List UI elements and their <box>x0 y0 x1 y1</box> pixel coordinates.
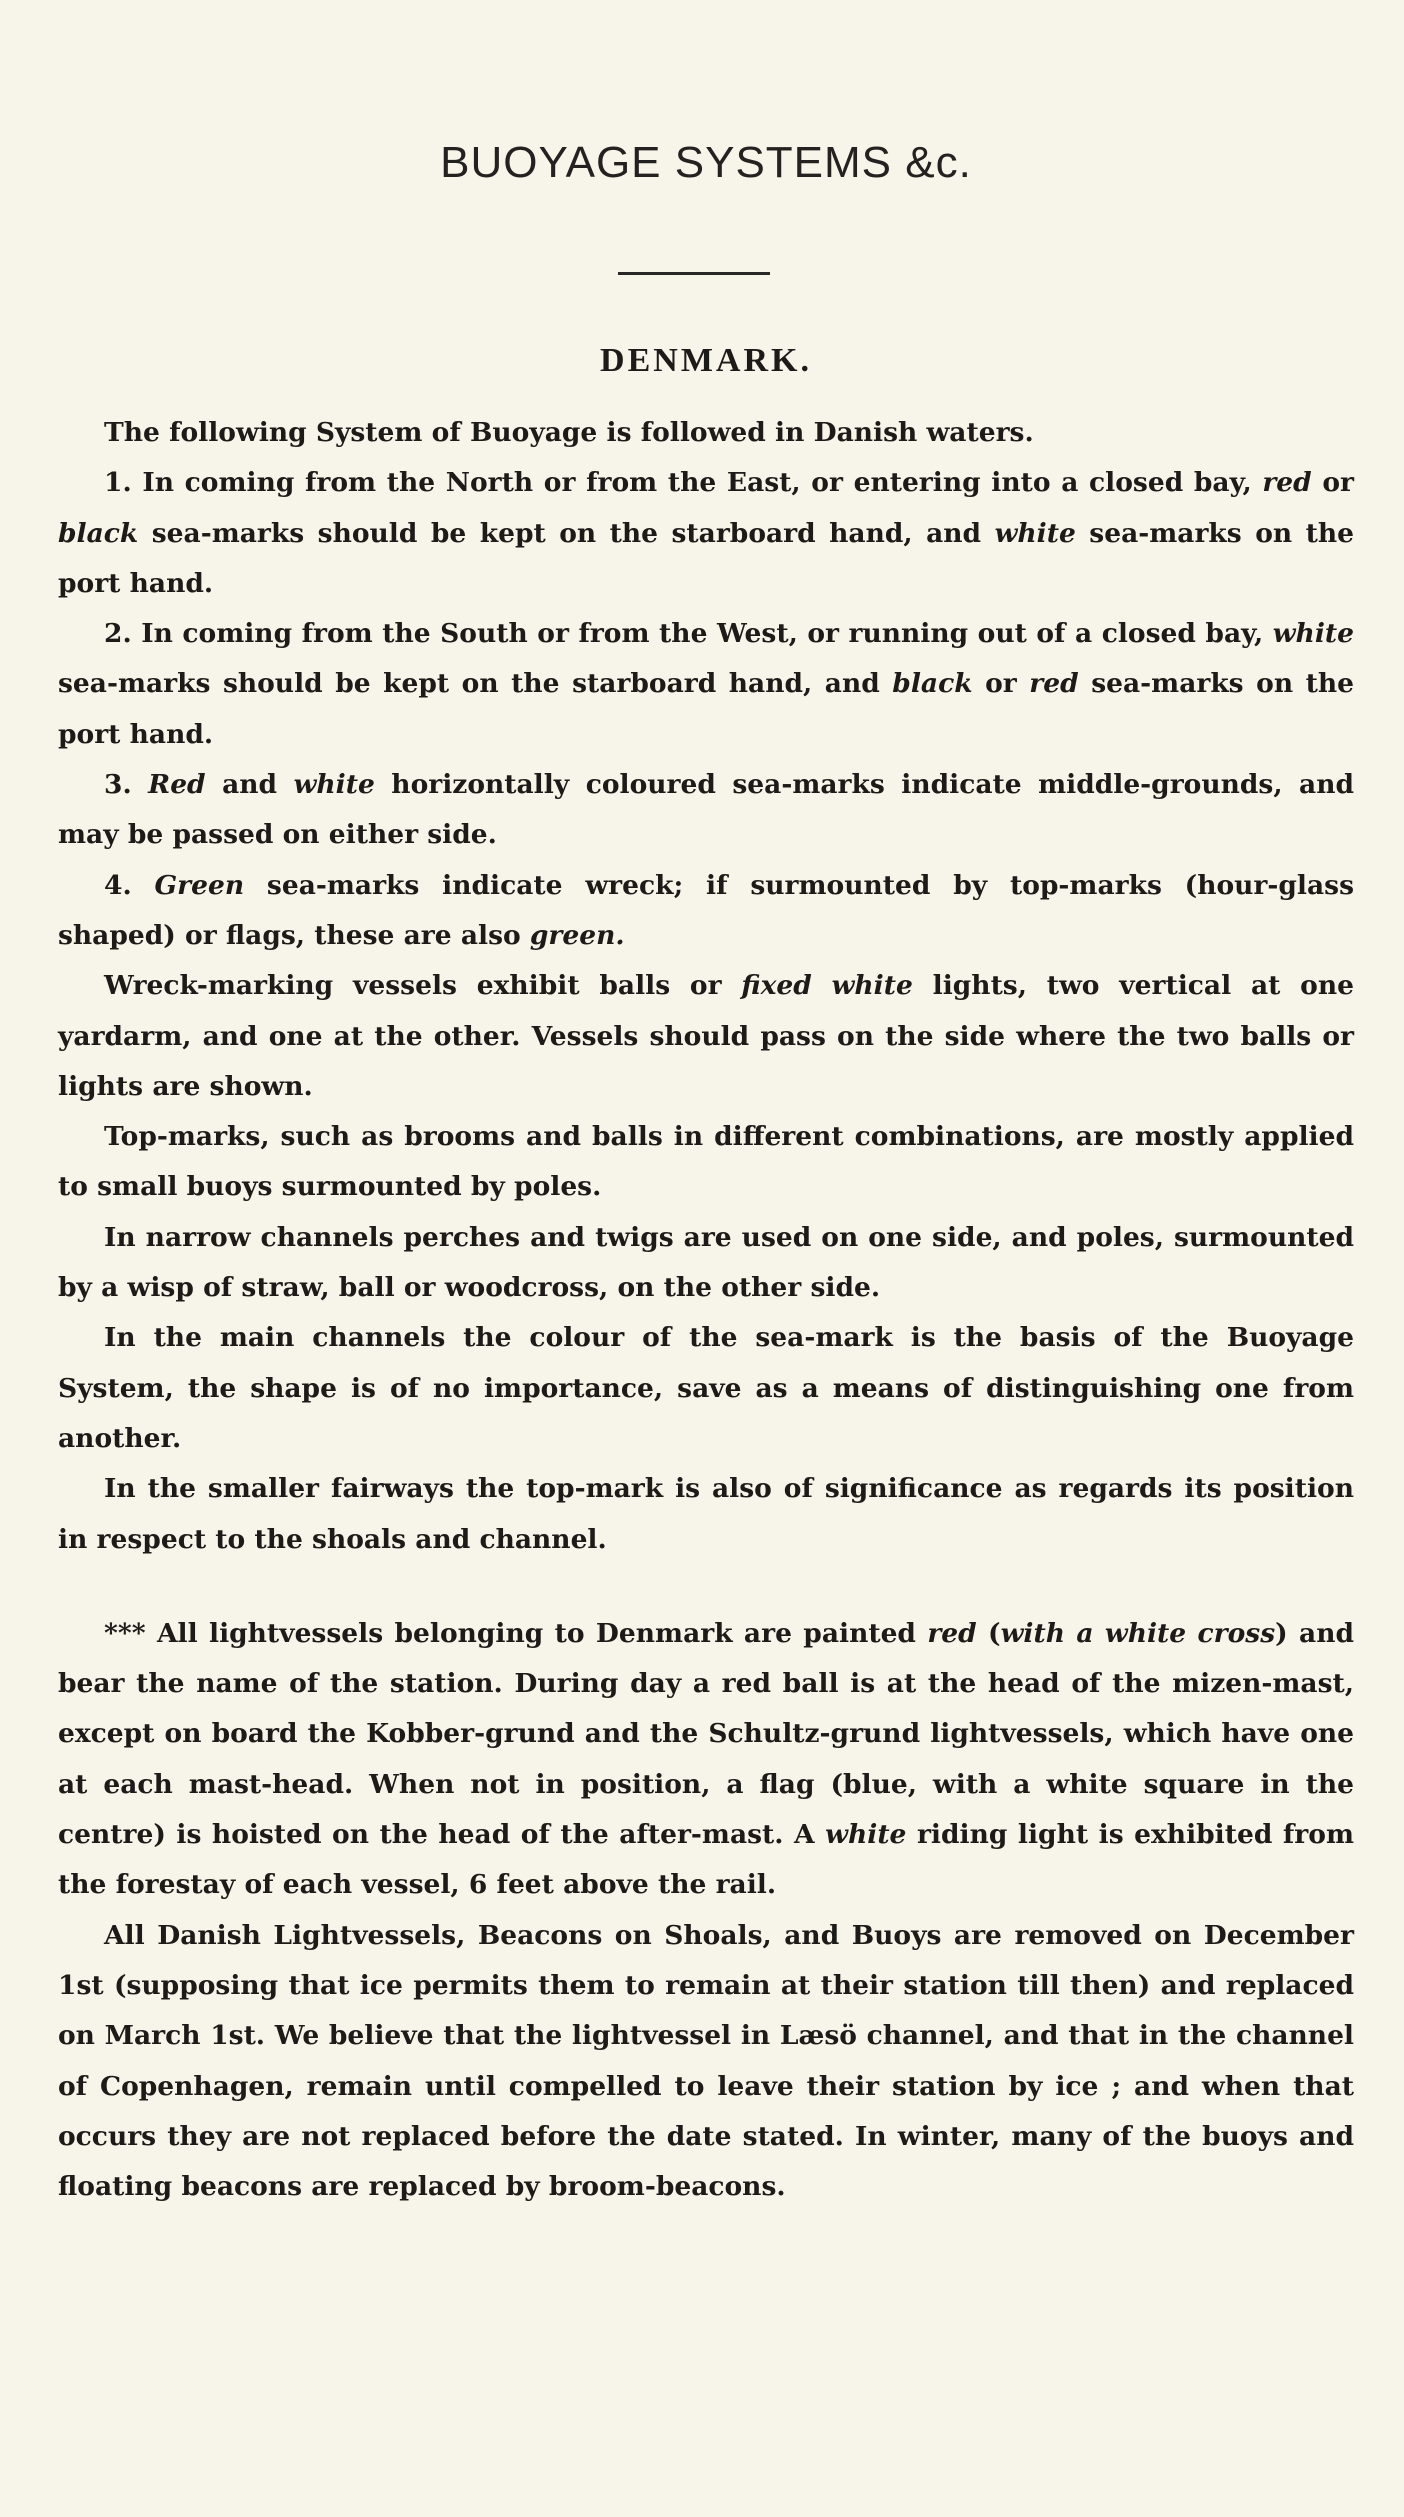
text-run: and <box>205 769 294 801</box>
text-run: The following System of Buoyage is followed in Danish waters. <box>104 417 1034 448</box>
text-run: In the main channels the colour of the sea-mark is the basis of the Buoyage System, the shape is of no importance, save as a means of distinguishing one from another. <box>58 1322 1354 1454</box>
text-run: horizontally coloured sea-marks indicate middle-grounds, and may be passed on either side. <box>58 769 1355 851</box>
text-run: Top-marks, such as brooms and balls in different combinations, are mostly applied to small buoys surmounted by poles. <box>58 1121 1354 1203</box>
running-head: BUOYAGE SYSTEMS &c. <box>440 138 972 187</box>
paragraph <box>58 861 1354 962</box>
text-run: ( <box>976 1617 1001 1649</box>
text-run: sea-marks should be kept on the starboard hand, and <box>58 668 893 700</box>
body-text <box>58 408 1354 2212</box>
text-run: sea-marks on the port hand. <box>58 668 1354 750</box>
paragraph <box>58 760 1354 861</box>
paragraph <box>58 1313 1354 1464</box>
text-run: 2. In coming from the South or from the West, or running out of a closed bay, <box>104 618 1273 650</box>
section-divider <box>618 272 770 275</box>
italic-text: red <box>1029 668 1079 700</box>
text-run: 1. In coming from the North or from the East, or entering into a closed bay, <box>104 467 1263 499</box>
text-run: All Danish Lightvessels, Beacons on Shoals, and Buoys are removed on December 1st (supposing that ice permits them to remain at their station till then) and replaced on March 1st. We believe that the lightvessel in Læsö channel, and that in the channel of Copenhagen, remain until compelled to leave their station by ice ; and when that occurs they are not replaced before the date stated. In winter, many of the buoys and floating beacons are replaced by broom-beacons. <box>58 1919 1354 2203</box>
paragraph <box>58 458 1354 609</box>
italic-text: Red <box>148 769 206 801</box>
paragraph <box>58 408 1354 458</box>
italic-text: white <box>994 517 1076 549</box>
paragraph <box>58 1213 1354 1314</box>
text-run: 3. <box>104 769 149 801</box>
italic-text: white <box>1272 618 1354 650</box>
italic-text: green. <box>529 919 625 951</box>
text-run: *** All lightvessels belonging to Denmark are painted <box>104 1617 928 1649</box>
paragraph <box>58 1464 1354 1565</box>
text-run: or <box>972 668 1030 700</box>
paragraph <box>58 961 1354 1112</box>
book-page <box>58 0 1354 2517</box>
italic-text: Green <box>154 869 245 901</box>
text-run: or <box>1311 467 1354 499</box>
text-run: Wreck-marking vessels exhibit balls or <box>104 970 742 1002</box>
text-run: 4. <box>104 869 155 901</box>
paragraph <box>58 1112 1354 1213</box>
italic-text: white <box>293 769 375 801</box>
italic-text: black <box>58 517 139 549</box>
italic-text: red <box>927 1617 977 1649</box>
italic-text: black <box>892 668 973 700</box>
italic-text: with a white cross <box>1000 1617 1276 1649</box>
text-run: lights, two vertical at one yardarm, and one at the other. Vessels should pass on the side where the two balls or lights are shown. <box>58 970 1354 1102</box>
section-title: DENMARK. <box>600 342 812 379</box>
italic-text: fixed white <box>741 970 913 1002</box>
text-run: In narrow channels perches and twigs are used on one side, and poles, surmounted by a wisp of straw, ball or woodcross, on the other side. <box>58 1221 1354 1304</box>
paragraph <box>58 609 1354 760</box>
text-run: sea-marks indicate wreck; if surmounted by top-marks (hour-glass shaped) or flags, these are also <box>58 869 1354 951</box>
text-run: ) and bear the name of the station. During day a red ball is at the head of the mizen-mast, except on board the Kobber-grund and the Schultz-grund lightvessels, which have one at each mast-head. When not in position, a flag (blue, with a white square in the centre) is hoisted on the head of the after-mast. A <box>58 1617 1354 1851</box>
paragraph <box>58 1911 1354 2213</box>
paragraph <box>58 1609 1354 1911</box>
text-run: riding light is exhibited from the forestay of each vessel, 6 feet above the rail. <box>58 1819 1354 1901</box>
text-run: sea-marks should be kept on the starboard hand, and <box>138 517 995 549</box>
italic-text: red <box>1262 467 1312 499</box>
italic-text: white <box>825 1819 907 1851</box>
text-run: sea-marks on the port hand. <box>58 517 1354 599</box>
text-run: In the smaller fairways the top-mark is also of significance as regards its position in respect to the shoals and channel. <box>58 1473 1354 1555</box>
